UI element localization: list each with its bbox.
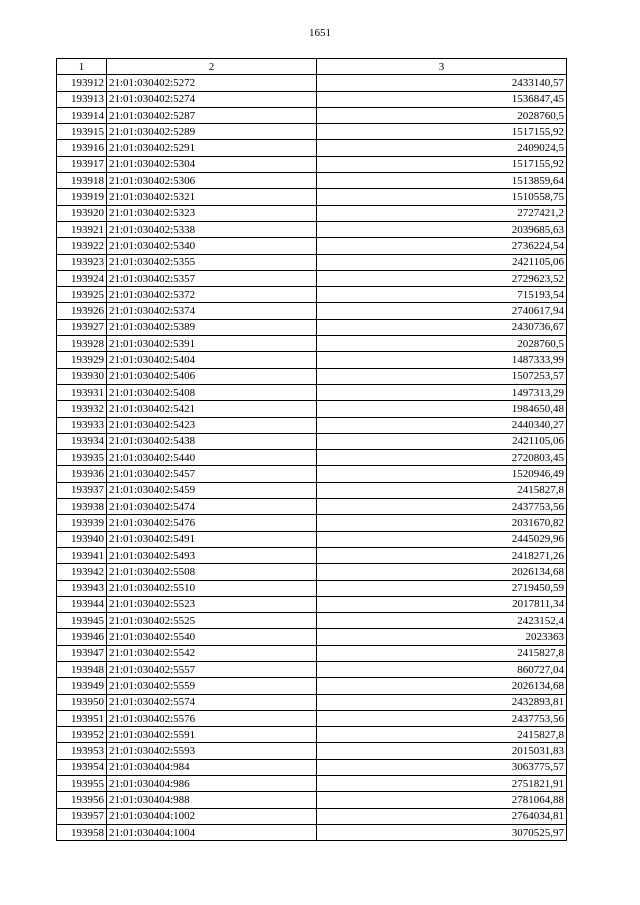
cadastral-number-cell: 21:01:030402:5440	[107, 450, 317, 466]
registry-table	[56, 58, 567, 841]
table-row	[57, 124, 567, 140]
value-cell: 1497313,29	[317, 384, 567, 400]
value-cell: 1536847,45	[317, 91, 567, 107]
table-row	[57, 596, 567, 612]
column-header-1: 1	[57, 59, 107, 75]
row-number-cell: 193942	[57, 564, 107, 580]
value-cell: 2445029,96	[317, 531, 567, 547]
value-cell: 2719450,59	[317, 580, 567, 596]
value-cell: 2415827,8	[317, 482, 567, 498]
cadastral-number-cell: 21:01:030402:5372	[107, 287, 317, 303]
row-number-cell: 193919	[57, 189, 107, 205]
cadastral-number-cell: 21:01:030402:5457	[107, 466, 317, 482]
cadastral-number-cell: 21:01:030402:5510	[107, 580, 317, 596]
cadastral-number-cell: 21:01:030402:5408	[107, 384, 317, 400]
table-row	[57, 352, 567, 368]
cadastral-number-cell: 21:01:030402:5389	[107, 319, 317, 335]
value-cell: 2764034,81	[317, 808, 567, 824]
row-number-cell: 193944	[57, 596, 107, 612]
cadastral-number-cell: 21:01:030402:5304	[107, 156, 317, 172]
table-row	[57, 743, 567, 759]
value-cell: 2437753,56	[317, 710, 567, 726]
row-number-cell: 193954	[57, 759, 107, 775]
row-number-cell: 193933	[57, 417, 107, 433]
row-number-cell: 193950	[57, 694, 107, 710]
column-header-2: 2	[107, 59, 317, 75]
row-number-cell: 193921	[57, 221, 107, 237]
row-number-cell: 193941	[57, 547, 107, 563]
value-cell: 2015031,83	[317, 743, 567, 759]
value-cell: 2740617,94	[317, 303, 567, 319]
value-cell: 2415827,8	[317, 727, 567, 743]
cadastral-number-cell: 21:01:030404:1004	[107, 824, 317, 840]
cadastral-number-cell: 21:01:030402:5423	[107, 417, 317, 433]
value-cell: 2421105,06	[317, 254, 567, 270]
cadastral-number-cell: 21:01:030402:5274	[107, 91, 317, 107]
cadastral-number-cell: 21:01:030402:5574	[107, 694, 317, 710]
row-number-cell: 193925	[57, 287, 107, 303]
cadastral-number-cell: 21:01:030402:5338	[107, 221, 317, 237]
table-row	[57, 515, 567, 531]
row-number-cell: 193934	[57, 433, 107, 449]
cadastral-number-cell: 21:01:030402:5321	[107, 189, 317, 205]
row-number-cell: 193926	[57, 303, 107, 319]
row-number-cell: 193923	[57, 254, 107, 270]
row-number-cell: 193945	[57, 613, 107, 629]
table-body	[57, 75, 567, 841]
table-row	[57, 482, 567, 498]
row-number-cell: 193956	[57, 792, 107, 808]
row-number-cell: 193938	[57, 499, 107, 515]
cadastral-number-cell: 21:01:030402:5542	[107, 645, 317, 661]
value-cell: 715193,54	[317, 287, 567, 303]
value-cell: 1487333,99	[317, 352, 567, 368]
table-row	[57, 824, 567, 840]
value-cell: 3063775,57	[317, 759, 567, 775]
table-row	[57, 629, 567, 645]
cadastral-number-cell: 21:01:030402:5493	[107, 547, 317, 563]
value-cell: 2781064,88	[317, 792, 567, 808]
table-row	[57, 531, 567, 547]
table-row	[57, 91, 567, 107]
table-row	[57, 189, 567, 205]
row-number-cell: 193946	[57, 629, 107, 645]
value-cell: 2720803,45	[317, 450, 567, 466]
table-row	[57, 661, 567, 677]
table-row	[57, 433, 567, 449]
value-cell: 2433140,57	[317, 75, 567, 91]
row-number-cell: 193955	[57, 776, 107, 792]
table-row	[57, 613, 567, 629]
table-row	[57, 270, 567, 286]
value-cell: 2028760,5	[317, 107, 567, 123]
table-row	[57, 107, 567, 123]
table-row	[57, 710, 567, 726]
table-row	[57, 368, 567, 384]
cadastral-number-cell: 21:01:030402:5287	[107, 107, 317, 123]
cadastral-number-cell: 21:01:030402:5557	[107, 661, 317, 677]
cadastral-number-cell: 21:01:030404:988	[107, 792, 317, 808]
row-number-cell: 193928	[57, 336, 107, 352]
cadastral-number-cell: 21:01:030402:5323	[107, 205, 317, 221]
cadastral-number-cell: 21:01:030402:5355	[107, 254, 317, 270]
table-row	[57, 319, 567, 335]
table-row	[57, 580, 567, 596]
row-number-cell: 193935	[57, 450, 107, 466]
cadastral-number-cell: 21:01:030402:5438	[107, 433, 317, 449]
cadastral-number-cell: 21:01:030402:5491	[107, 531, 317, 547]
row-number-cell: 193939	[57, 515, 107, 531]
value-cell: 860727,04	[317, 661, 567, 677]
cadastral-number-cell: 21:01:030402:5289	[107, 124, 317, 140]
row-number-cell: 193948	[57, 661, 107, 677]
row-number-cell: 193916	[57, 140, 107, 156]
value-cell: 2039685,63	[317, 221, 567, 237]
table-row	[57, 336, 567, 352]
page-number: 1651	[309, 27, 331, 39]
value-cell: 2437753,56	[317, 499, 567, 515]
value-cell: 2023363	[317, 629, 567, 645]
value-cell: 2729623,52	[317, 270, 567, 286]
value-cell: 1507253,57	[317, 368, 567, 384]
cadastral-number-cell: 21:01:030402:5523	[107, 596, 317, 612]
table-row	[57, 776, 567, 792]
cadastral-number-cell: 21:01:030402:5291	[107, 140, 317, 156]
cadastral-number-cell: 21:01:030402:5576	[107, 710, 317, 726]
row-number-cell: 193957	[57, 808, 107, 824]
row-number-cell: 193932	[57, 401, 107, 417]
cadastral-number-cell: 21:01:030402:5306	[107, 173, 317, 189]
table-row	[57, 140, 567, 156]
value-cell: 1510558,75	[317, 189, 567, 205]
table-row	[57, 205, 567, 221]
cadastral-number-cell: 21:01:030402:5591	[107, 727, 317, 743]
row-number-cell: 193952	[57, 727, 107, 743]
row-number-cell: 193914	[57, 107, 107, 123]
row-number-cell: 193931	[57, 384, 107, 400]
row-number-cell: 193936	[57, 466, 107, 482]
table-row	[57, 759, 567, 775]
table-row	[57, 75, 567, 91]
value-cell: 1517155,92	[317, 124, 567, 140]
row-number-cell: 193913	[57, 91, 107, 107]
value-cell: 2415827,8	[317, 645, 567, 661]
table-row	[57, 808, 567, 824]
row-number-cell: 193943	[57, 580, 107, 596]
value-cell: 2418271,26	[317, 547, 567, 563]
cadastral-number-cell: 21:01:030402:5340	[107, 238, 317, 254]
value-cell: 2409024,5	[317, 140, 567, 156]
table-row	[57, 645, 567, 661]
table-row	[57, 384, 567, 400]
table-row	[57, 450, 567, 466]
value-cell: 2421105,06	[317, 433, 567, 449]
value-cell: 2031670,82	[317, 515, 567, 531]
value-cell: 2440340,27	[317, 417, 567, 433]
cadastral-number-cell: 21:01:030404:986	[107, 776, 317, 792]
row-number-cell: 193915	[57, 124, 107, 140]
value-cell: 2026134,68	[317, 564, 567, 580]
value-cell: 3070525,97	[317, 824, 567, 840]
table-row	[57, 156, 567, 172]
row-number-cell: 193924	[57, 270, 107, 286]
value-cell: 1984650,48	[317, 401, 567, 417]
value-cell: 2751821,91	[317, 776, 567, 792]
value-cell: 2430736,67	[317, 319, 567, 335]
row-number-cell: 193927	[57, 319, 107, 335]
table-row	[57, 547, 567, 563]
table-row	[57, 727, 567, 743]
cadastral-number-cell: 21:01:030404:1002	[107, 808, 317, 824]
cadastral-number-cell: 21:01:030402:5508	[107, 564, 317, 580]
table-row	[57, 287, 567, 303]
row-number-cell: 193918	[57, 173, 107, 189]
row-number-cell: 193951	[57, 710, 107, 726]
row-number-cell: 193940	[57, 531, 107, 547]
table-row	[57, 254, 567, 270]
row-number-cell: 193917	[57, 156, 107, 172]
table-row	[57, 303, 567, 319]
value-cell: 2727421,2	[317, 205, 567, 221]
table-row	[57, 466, 567, 482]
table-row	[57, 173, 567, 189]
header-row	[57, 59, 567, 75]
cadastral-number-cell: 21:01:030402:5357	[107, 270, 317, 286]
row-number-cell: 193958	[57, 824, 107, 840]
row-number-cell: 193949	[57, 678, 107, 694]
cadastral-number-cell: 21:01:030402:5525	[107, 613, 317, 629]
cadastral-number-cell: 21:01:030402:5540	[107, 629, 317, 645]
cadastral-number-cell: 21:01:030402:5374	[107, 303, 317, 319]
row-number-cell: 193912	[57, 75, 107, 91]
table-row	[57, 678, 567, 694]
cadastral-number-cell: 21:01:030402:5474	[107, 499, 317, 515]
value-cell: 1513859,64	[317, 173, 567, 189]
value-cell: 2423152,4	[317, 613, 567, 629]
table-row	[57, 417, 567, 433]
value-cell: 2028760,5	[317, 336, 567, 352]
row-number-cell: 193947	[57, 645, 107, 661]
value-cell: 1517155,92	[317, 156, 567, 172]
row-number-cell: 193937	[57, 482, 107, 498]
cadastral-number-cell: 21:01:030402:5421	[107, 401, 317, 417]
table-row	[57, 238, 567, 254]
row-number-cell: 193930	[57, 368, 107, 384]
table-row	[57, 792, 567, 808]
table-row	[57, 221, 567, 237]
cadastral-number-cell: 21:01:030402:5459	[107, 482, 317, 498]
cadastral-number-cell: 21:01:030402:5593	[107, 743, 317, 759]
row-number-cell: 193953	[57, 743, 107, 759]
row-number-cell: 193920	[57, 205, 107, 221]
cadastral-number-cell: 21:01:030402:5404	[107, 352, 317, 368]
value-cell: 1520946,49	[317, 466, 567, 482]
value-cell: 2432893,81	[317, 694, 567, 710]
column-header-3: 3	[317, 59, 567, 75]
value-cell: 2736224,54	[317, 238, 567, 254]
table-row	[57, 564, 567, 580]
cadastral-number-cell: 21:01:030402:5272	[107, 75, 317, 91]
cadastral-number-cell: 21:01:030402:5391	[107, 336, 317, 352]
cadastral-number-cell: 21:01:030404:984	[107, 759, 317, 775]
cadastral-number-cell: 21:01:030402:5476	[107, 515, 317, 531]
cadastral-number-cell: 21:01:030402:5406	[107, 368, 317, 384]
table-row	[57, 499, 567, 515]
row-number-cell: 193922	[57, 238, 107, 254]
table-row	[57, 401, 567, 417]
value-cell: 2026134,68	[317, 678, 567, 694]
row-number-cell: 193929	[57, 352, 107, 368]
value-cell: 2017811,34	[317, 596, 567, 612]
cadastral-number-cell: 21:01:030402:5559	[107, 678, 317, 694]
table-row	[57, 694, 567, 710]
